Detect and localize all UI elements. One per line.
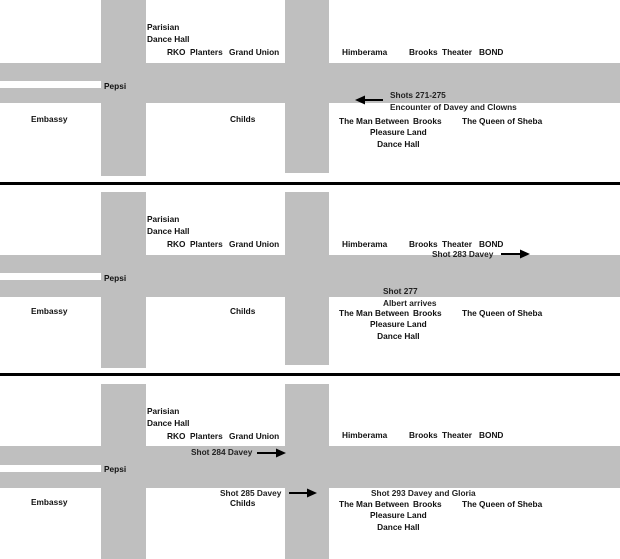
himberama-label: Himberama [342, 239, 388, 249]
parisian-dance-hall-label: Parisian Dance Hall [147, 406, 190, 428]
shot-293-annotation: Shot 293 Davey and Gloria [371, 488, 476, 498]
bond-label: BOND [479, 430, 504, 440]
shot-277-annotation: Shot 277 Albert arrives [383, 286, 437, 308]
brooks-label: Brooks [409, 430, 438, 440]
queen-of-sheba-label: The Queen of Sheba [462, 308, 543, 318]
pleasure-land-dance-hall-label: Pleasure Land Dance Hall [370, 127, 427, 149]
panel-3-pepsi-sign [0, 465, 101, 472]
himberama-label: Himberama [342, 430, 388, 440]
the-man-between-label: The Man Between [339, 308, 410, 318]
shot-285-annotation: Shot 285 Davey [220, 488, 282, 498]
theater-label: Theater [442, 239, 472, 249]
childs-label: Childs [230, 114, 256, 124]
shot-284-annotation: Shot 284 Davey [191, 447, 253, 457]
planters-label: Planters [190, 47, 223, 57]
shot-283-annotation: Shot 283 Davey [432, 249, 494, 259]
parisian-dance-hall-label: Parisian Dance Hall [147, 214, 190, 236]
rko-label: RKO [167, 239, 186, 249]
queen-of-sheba-label: The Queen of Sheba [462, 116, 543, 126]
pepsi-label: Pepsi [104, 464, 127, 474]
grand-union-label: Grand Union [229, 239, 280, 249]
the-man-between-label: The Man Between [339, 499, 410, 509]
brooks-label: Brooks [413, 116, 442, 126]
pepsi-label: Pepsi [104, 273, 127, 283]
childs-label: Childs [230, 498, 256, 508]
theater-label: Theater [442, 47, 472, 57]
bond-label: BOND [479, 47, 504, 57]
brooks-label: Brooks [409, 47, 438, 57]
embassy-label: Embassy [31, 497, 68, 507]
planters-label: Planters [190, 431, 223, 441]
grand-union-label: Grand Union [229, 47, 280, 57]
rko-label: RKO [167, 47, 186, 57]
queen-of-sheba-label: The Queen of Sheba [462, 499, 543, 509]
the-man-between-label: The Man Between [339, 116, 410, 126]
planters-label: Planters [190, 239, 223, 249]
grand-union-label: Grand Union [229, 431, 280, 441]
pleasure-land-dance-hall-label: Pleasure Land Dance Hall [370, 319, 427, 341]
childs-label: Childs [230, 306, 256, 316]
embassy-label: Embassy [31, 306, 68, 316]
theater-label: Theater [442, 430, 472, 440]
bond-label: BOND [479, 239, 504, 249]
rko-label: RKO [167, 431, 186, 441]
embassy-label: Embassy [31, 114, 68, 124]
brooks-label: Brooks [413, 499, 442, 509]
parisian-dance-hall-label: Parisian Dance Hall [147, 22, 190, 44]
pepsi-label: Pepsi [104, 81, 127, 91]
himberama-label: Himberama [342, 47, 388, 57]
brooks-label: Brooks [413, 308, 442, 318]
shots-271-275-annotation: Shots 271-275 Encounter of Davey and Clowns [390, 90, 517, 112]
pleasure-land-dance-hall-label: Pleasure Land Dance Hall [370, 510, 427, 532]
brooks-label: Brooks [409, 239, 438, 249]
